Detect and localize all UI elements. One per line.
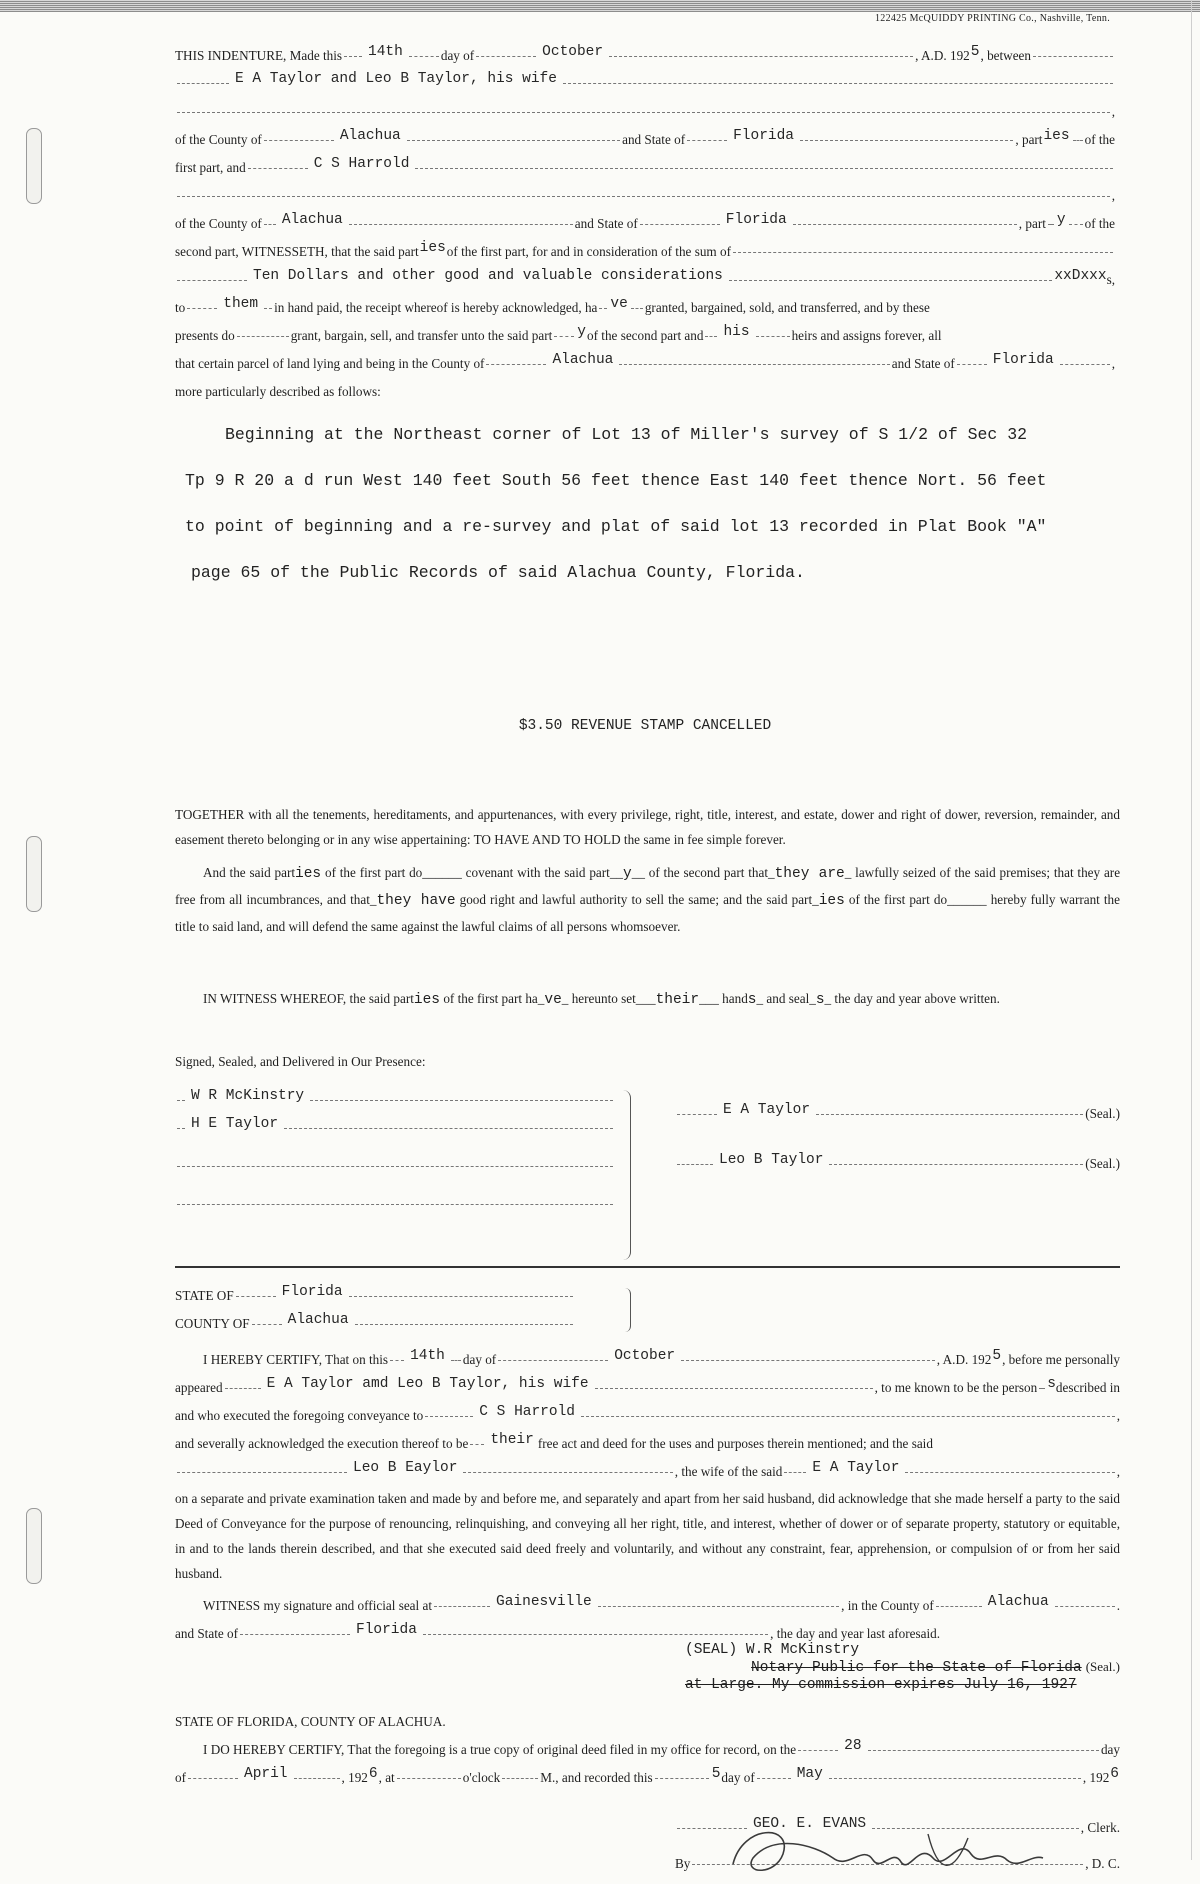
grantor-signature-lines: E A Taylor (Seal.) Leo B Taylor (Seal.) — [675, 1100, 1120, 1178]
punch-hole-icon — [26, 836, 42, 912]
clerk-name: GEO. E. EVANS — [753, 1816, 867, 1832]
revenue-stamp-note: $3.50 REVENUE STAMP CANCELLED — [518, 718, 772, 734]
clerk-certificate: STATE OF FLORIDA, COUNTY OF ALACHUA. I DO HEREBY CERTIFY, That the foregoing is a true copy of original deed filed in my office for record, on the 28 day of April , 192 6 , at o'clock M., and recorded this 5 day of May , 192 6 — [175, 1714, 1120, 1785]
venue-brace — [620, 1288, 631, 1332]
grantors-line — [175, 70, 1115, 98]
presents-line: presents do grant, bargain, sell, and transfer unto the said part y of the second part and his heirs and assigns forever, all — [175, 324, 942, 343]
together-paragraph: TOGETHER with all the tenements, hereditaments, and appurtenances, with every privilege, right, title, interest, and estate, dower and right of dower, reversion, remainder, and easement thereto belonging or in any wise appertaining: TO HAVE AND TO HOLD the same in fee simple forever. — [175, 807, 1120, 847]
notary-commission: at Large. My commission expires July 16, 1927 — [685, 1677, 1077, 1693]
acknowledgment-venue: STATE OF Florida COUNTY OF Alachua — [175, 1282, 575, 1338]
presence-label: Signed, Sealed, and Delivered in Our Presence: — [175, 1054, 426, 1069]
deputy-clerk-signature-icon — [723, 1814, 1053, 1884]
punch-hole-icon — [26, 128, 42, 204]
consideration-line: Ten Dollars and other good and valuable considerations xxDxxx s, — [175, 266, 1115, 294]
consideration-field: Ten Dollars and other good and valuable considerations — [253, 268, 723, 284]
legal-description — [175, 412, 1115, 596]
acknowledgment-block: I HEREBY CERTIFY, That on this 14th day of October , A.D. 192 5 , before me personally appeared E A Taylor amd Leo B Taylor, his wife , to me known to be the person s described in and who executed the foregoing conveyance to C S Harrold , and severally acknowledged the execution thereof to be their free act and deed for the uses and purposes therein mentioned; and the said Leo B Eaylor , the wife of the said E A Taylor , on a separate and private examination taken and made by and before me, and separately and apart from her said husband, did acknowledge that she made herself a party to the said Deed of Conveyance for the purpose of renouncing, relinquishing, and conveying all her right, title, and interest, whether of dower or of separate property, statutory or equitable, in and to the lands therein described, and that she executed said deed freely and voluntarily, and without any constraint, fear, apprehension, or compulsion of or from her said husband. WITNESS my signature and official seal at Gainesville , in the County of Alachua . and State of Florida , the day and year last aforesaid. — [175, 1348, 1120, 1641]
signature-brace — [620, 1090, 631, 1260]
day-field: 14th — [368, 44, 403, 60]
section-rule — [175, 1266, 1120, 1268]
legal-line: Tp 9 R 20 a d run West 140 feet South 56 feet thence East 140 feet thence Nort. 56 feet — [185, 471, 1047, 490]
grantee-field: C S Harrold — [313, 156, 410, 172]
witness-whereof-paragraph: IN WITNESS WHEREOF, the said parties of the first part ha_ve_ hereunto set___their___ hands_ and seal_s_ the day and year above written. — [203, 991, 1000, 1008]
county-state-line-2: of the County of Alachua and State of Florida , part y of the — [175, 212, 1115, 231]
grantors-field: E A Taylor and Leo B Taylor, his wife — [235, 71, 557, 87]
month-field: October — [542, 44, 604, 60]
top-edge-band — [0, 0, 1200, 12]
printer-mark: 122425 McQUIDDY PRINTING Co., Nashville, Tenn. — [874, 13, 1110, 24]
clerk-signature-block: GEO. E. EVANS , Clerk. By , D. C. — [675, 1814, 1120, 1878]
grantor-2-signature: Leo B Taylor — [719, 1152, 824, 1168]
legal-line: page 65 of the Public Records of said Alachua County, Florida. — [191, 563, 805, 582]
punch-hole-icon — [26, 1508, 42, 1584]
witnesseth-line: second part, WITNESSETH, that the said part ies of the first part, for and in consideration of the sum of — [175, 238, 1115, 266]
indenture-line-1: THIS INDENTURE, Made this 14th day of October , A.D. 192 5 , between — [175, 42, 1115, 70]
parcel-line: that certain parcel of land lying and being in the County of Alachua and State of Florida , — [175, 352, 1115, 371]
page-edge — [1191, 0, 1192, 1860]
indenture-block: THIS INDENTURE, Made this 14th day of October , A.D. 192 5 , between E A Taylor and Leo B Taylor, his wife , of the County of Alachua and State of Florida , part ies of the first part, and C S Harrold , of the County of Alachua and State of Florida , part y of the second part, WITNESSETH, that the said part ies of the first part, for and in consideration of the sum of Ten Dollars and other good and valuable considerations xxDxxx s, to them in hand paid, the receipt whereof is hereby acknowledged, ha ve granted, bargained, sold, and transferred, and by these presents do grant, bargain, sell, and transfer unto the said part y of the second part and his heirs and assigns forever, all that certain parcel of land lying and being in the County of Alachua and State of Florida , more particularly described as follows: — [175, 42, 1115, 406]
deed-page — [175, 42, 1121, 1871]
witness-1-signature: W R McKinstry — [191, 1088, 305, 1104]
witness-2-signature: H E Taylor — [191, 1116, 279, 1132]
legal-line: to point of beginning and a re-survey and plat of said lot 13 recorded in Plat Book "A" — [185, 517, 1047, 536]
notary-signature: (SEAL) W.R McKinstry — [685, 1642, 860, 1658]
grantee-line: first part, and C S Harrold — [175, 154, 1115, 182]
county-state-line-1: of the County of Alachua and State of Florida , part ies of the — [175, 128, 1115, 147]
described-line: more particularly described as follows: — [175, 384, 381, 399]
covenant-paragraph: And the said parties of the first part do______ covenant with the said part__y__ of the second part that_they are_ lawfully seized of the said premises; that they are free from all incumbrances, and that_they have good right and lawful authority to sell the same; and the said part_ies of the first part do______ hereby fully warrant the title to said land, and will defend the same against the lawful claims of all persons whomsoever. — [175, 865, 1121, 934]
notary-title: Notary Public for the State of Florida — [751, 1660, 1082, 1676]
witness-signature-lines — [175, 1087, 615, 1223]
grantor-1-signature: E A Taylor — [723, 1102, 811, 1118]
legal-line: Beginning at the Northeast corner of Lot 13 of Miller's survey of S 1/2 of Sec 32 — [225, 425, 1028, 444]
receipt-line: to them in hand paid, the receipt whereof is hereby acknowledged, ha ve granted, bargained, sold, and transferred, and by these — [175, 296, 930, 315]
notary-block: (SEAL) W.R McKinstry Notary Public for the State of Florida (Seal.) at Large. My commission expires July 16, 1927 — [575, 1642, 1120, 1693]
